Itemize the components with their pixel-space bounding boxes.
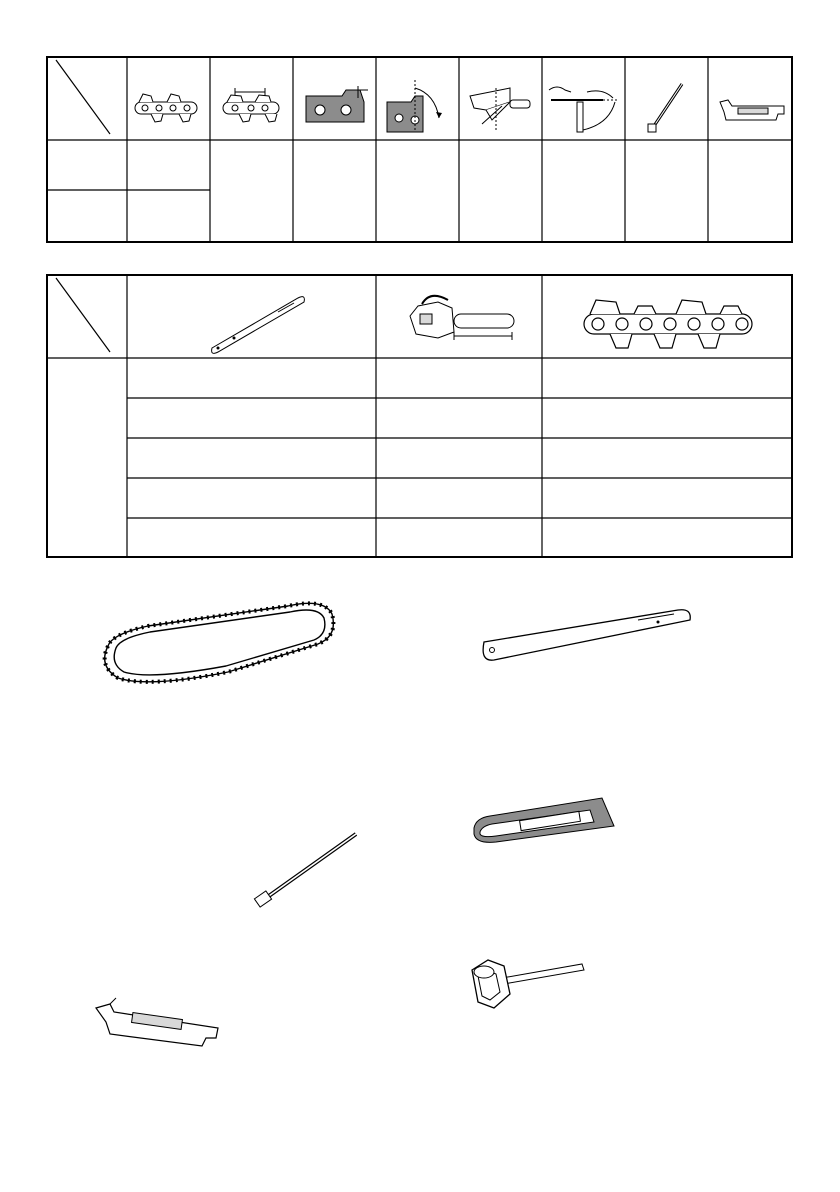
filing-angle-icon xyxy=(385,80,445,134)
depth-gauge-tool xyxy=(92,994,232,1064)
side-plate-angle-icon xyxy=(466,84,534,132)
guide-bar-icon xyxy=(208,290,308,352)
round-file xyxy=(248,828,368,908)
depth-gauge-tool-icon xyxy=(718,92,788,126)
chain-spec-table xyxy=(46,56,793,243)
bar-chain-combination-table xyxy=(46,274,793,558)
file-holder-angle-icon xyxy=(547,80,619,136)
guide-bar xyxy=(478,602,698,662)
depth-gauge-icon xyxy=(302,86,368,132)
chain-icon xyxy=(133,88,199,128)
saw-chain-icon xyxy=(580,288,756,354)
round-file-icon xyxy=(646,80,686,136)
chainsaw-cutting-length-icon xyxy=(408,286,518,352)
spark-plug-wrench xyxy=(466,948,596,1028)
chain-pitch-icon xyxy=(221,84,283,130)
saw-chain-loop xyxy=(88,596,348,696)
bar-cover xyxy=(470,794,630,854)
